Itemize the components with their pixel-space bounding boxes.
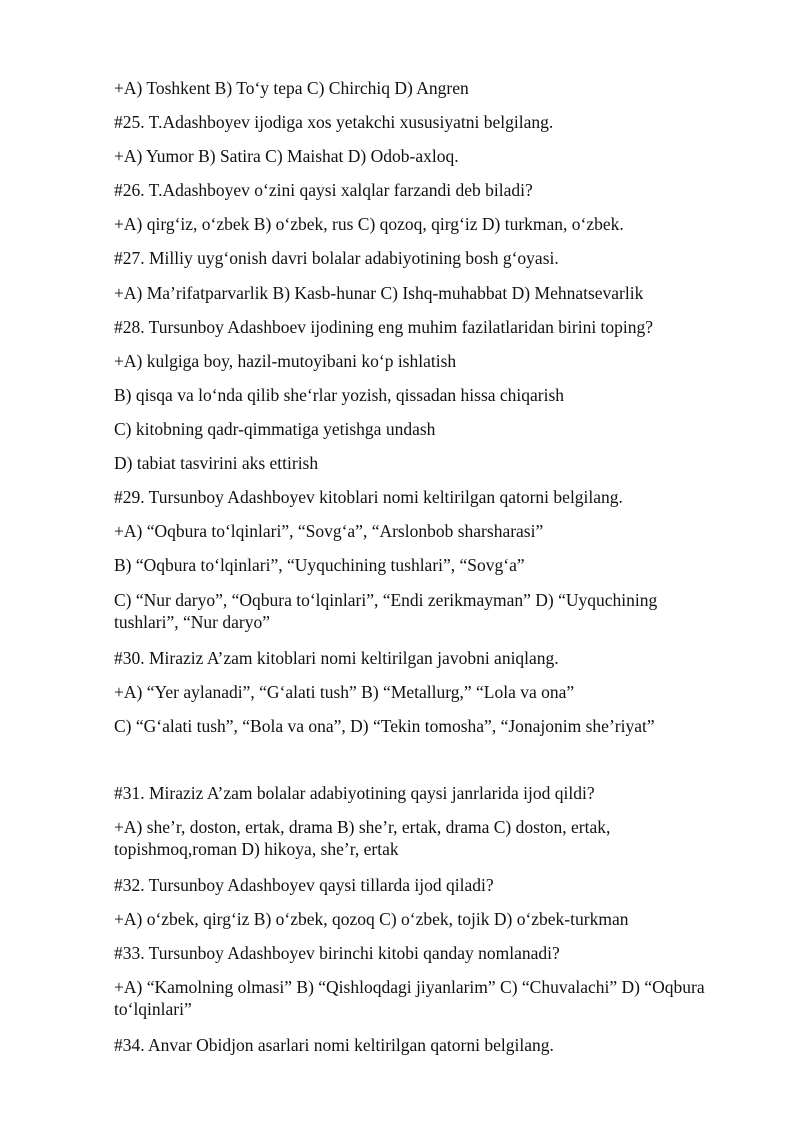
question-31: #31. Miraziz A’zam bolalar adabiyotining qaysi janrlarida ijod qildi? <box>114 783 595 803</box>
question-33: #33. Tursunboy Adashboyev birinchi kitobi qanday nomlanadi? <box>114 943 560 963</box>
question-29: #29. Tursunboy Adashboyev kitoblari nomi keltirilgan qatorni belgilang. <box>114 487 623 507</box>
answer-line-29-b: B) “Oqbura to‘lqinlari”, “Uyquchining tushlari”, “Sovg‘a” <box>114 555 525 575</box>
question-27: #27. Milliy uyg‘onish davri bolalar adabiyotining bosh g‘oyasi. <box>114 248 559 268</box>
answer-line-30-cd: C) “G‘alati tush”, “Bola va ona”, D) “Tekin tomosha”, “Jonajonim she’riyat” <box>114 716 655 736</box>
answer-line-28-d: D) tabiat tasvirini aks ettirish <box>114 453 319 473</box>
answer-line-26: +A) qirg‘iz, o‘zbek B) o‘zbek, rus C) qozoq, qirg‘iz D) turkman, o‘zbek. <box>114 214 624 234</box>
question-34: #34. Anvar Obidjon asarlari nomi keltirilgan qatorni belgilang. <box>114 1035 554 1055</box>
question-26: #26. T.Adashboyev o‘zini qaysi xalqlar farzandi deb biladi? <box>114 180 533 200</box>
answer-line-27: +A) Ma’rifatparvarlik B) Kasb-hunar C) Ishq-muhabbat D) Mehnatsevarlik <box>114 283 644 303</box>
answer-line-31: +A) she’r, doston, ertak, drama B) she’r, ertak, drama C) doston, ertak, topishmoq,roman D) hikoya, she’r, ertak <box>114 817 611 859</box>
answer-line-32: +A) o‘zbek, qirg‘iz B) o‘zbek, qozoq C) o‘zbek, tojik D) o‘zbek-turkman <box>114 909 629 929</box>
question-25: #25. T.Adashboyev ijodiga xos yetakchi xususiyatni belgilang. <box>114 112 554 132</box>
answer-line-28-c: C) kitobning qadr-qimmatiga yetishga undash <box>114 419 436 439</box>
question-30: #30. Miraziz A’zam kitoblari nomi keltirilgan javobni aniqlang. <box>114 648 559 668</box>
answer-line-28-b: B) qisqa va lo‘nda qilib she‘rlar yozish, qissadan hissa chiqarish <box>114 385 565 405</box>
answer-line-29-a: +A) “Oqbura to‘lqinlari”, “Sovg‘a”, “Arslonbob sharsharasi” <box>114 521 544 541</box>
question-28: #28. Tursunboy Adashboev ijodining eng muhim fazilatlaridan birini toping? <box>114 317 654 337</box>
question-32: #32. Tursunboy Adashboyev qaysi tillarda ijod qiladi? <box>114 875 494 895</box>
answer-line-30-ab: +A) “Yer aylanadi”, “G‘alati tush” B) “Metallurg,” “Lola va ona” <box>114 682 575 702</box>
answer-line-33: +A) “Kamolning olmasi” B) “Qishloqdagi jiyanlarim” C) “Chuvalachi” D) “Oqbura to‘lqinlari” <box>114 977 705 1019</box>
answer-line-25: +A) Yumor B) Satira C) Maishat D) Odob-axloq. <box>114 146 459 166</box>
answer-line-29-cd: C) “Nur daryo”, “Oqbura to‘lqinlari”, “Endi zerikmayman” D) “Uyquchining tushlari”, “Nur daryo” <box>114 590 658 632</box>
answer-line-24: +A) Toshkent B) To‘y tepa C) Chirchiq D) Angren <box>114 78 469 98</box>
answer-line-28-a: +A) kulgiga boy, hazil-mutoyibani ko‘p ishlatish <box>114 351 457 371</box>
